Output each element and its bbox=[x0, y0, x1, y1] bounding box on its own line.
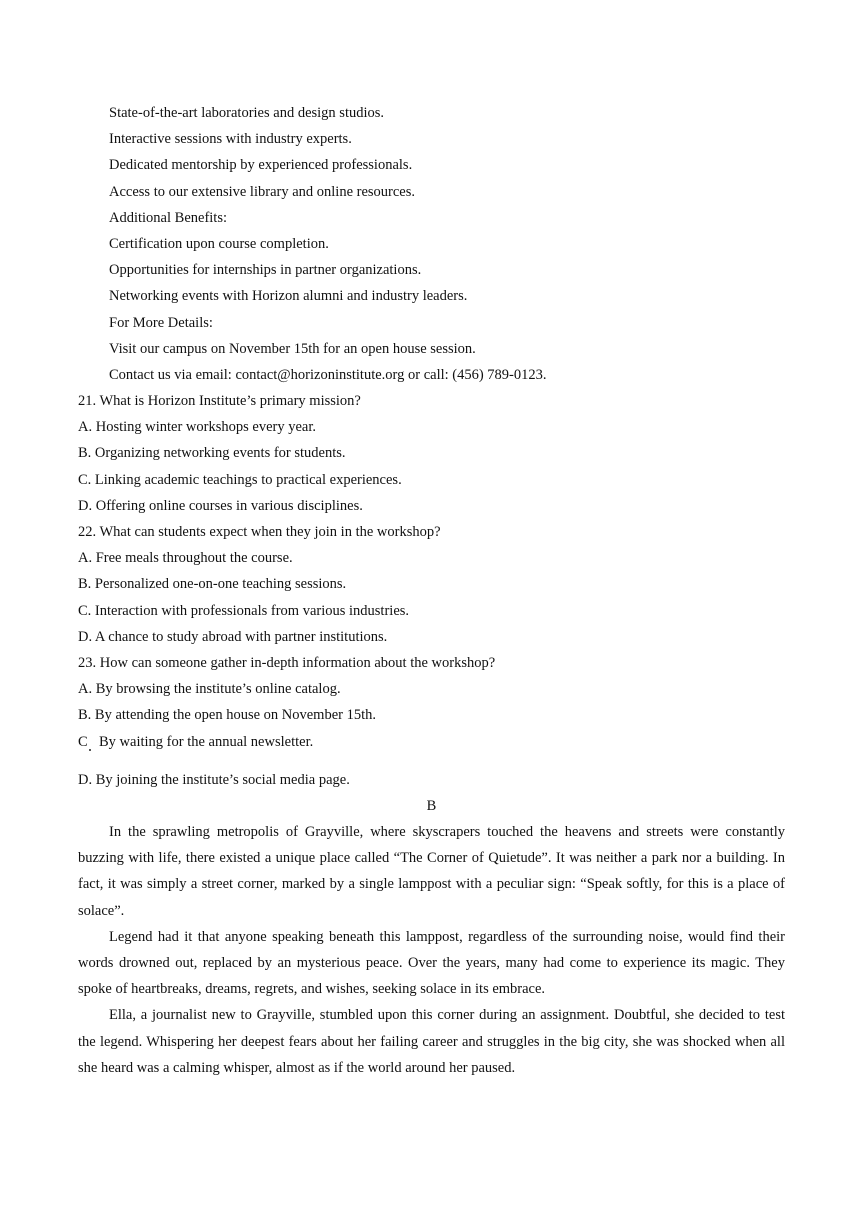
question-21: 21. What is Horizon Institute’s primary mission? bbox=[78, 393, 361, 410]
q23-option-a: A. By browsing the institute’s online catalog. bbox=[78, 681, 341, 698]
q23-option-c-letter: C bbox=[78, 733, 88, 750]
passage-paragraph: Ella, a journalist new to Grayville, stumbled upon this corner during an assignment. Doubtful, she decided to test the legend. Whispering her deepest fears about her failing career and struggles in the big city, she was shocked when all she heard was a calming whisper, almost as if the world around her paused. bbox=[78, 1007, 785, 1076]
facility-item: State-of-the-art laboratories and design studios. bbox=[109, 105, 385, 121]
benefit-item: Opportunities for internships in partner organizations. bbox=[109, 262, 422, 279]
q23-option-c bbox=[78, 729, 785, 755]
details-heading: For More Details: bbox=[109, 314, 213, 331]
q22-option-a: A. Free meals throughout the course. bbox=[78, 550, 293, 567]
facility-item: Dedicated mentorship by experienced professionals. bbox=[109, 157, 413, 174]
details-item: Contact us via email: contact@horizoninstitute.org or call: (456) 789-0123. bbox=[109, 366, 547, 383]
question-23: 23. How can someone gather in-depth information about the workshop? bbox=[78, 654, 496, 671]
q23-option-d: D. By joining the institute’s social media page. bbox=[78, 771, 350, 788]
q21-option-d: D. Offering online courses in various disciplines. bbox=[78, 497, 363, 514]
benefits-heading: Additional Benefits: bbox=[109, 209, 227, 226]
document-page bbox=[78, 100, 785, 1081]
question-22: 22. What can students expect when they join in the workshop? bbox=[78, 524, 441, 540]
q23-option-b: B. By attending the open house on November 15th. bbox=[78, 707, 377, 724]
passage-paragraph: Legend had it that anyone speaking beneath this lamppost, regardless of the surrounding noise, would find their words drowned out, replaced by an mysterious peace. Over the years, many had come to experience its magic. They spoke of heartbreaks, dreams, regrets, and wishes, seeking solace in its embrace. bbox=[78, 928, 785, 998]
stray-dot bbox=[89, 749, 91, 751]
q22-option-c: C. Interaction with professionals from various industries. bbox=[78, 602, 410, 619]
q23-option-c-text: By waiting for the annual newsletter. bbox=[99, 733, 314, 750]
facility-item: Interactive sessions with industry experts. bbox=[109, 131, 352, 148]
q21-option-c: C. Linking academic teachings to practical experiences. bbox=[78, 471, 402, 488]
facility-item: Access to our extensive library and online resources. bbox=[109, 183, 416, 200]
q22-option-d: D. A chance to study abroad with partner institutions. bbox=[78, 628, 388, 645]
benefit-item: Certification upon course completion. bbox=[109, 235, 329, 252]
q21-option-b: B. Organizing networking events for students. bbox=[78, 445, 346, 462]
passage-paragraph: In the sprawling metropolis of Grayville, where skyscrapers touched the heavens and streets were constantly buzzing with life, there existed a unique place called “The Corner of Quietude”. It was neither a park nor a building. In fact, it was simply a street corner, marked by a single lamppost with a peculiar sign: “Speak softly, for this is a place of solace”. bbox=[78, 824, 785, 919]
benefit-item: Networking events with Horizon alumni and industry leaders. bbox=[109, 288, 468, 305]
q21-option-a: A. Hosting winter workshops every year. bbox=[78, 419, 316, 436]
section-letter: B bbox=[426, 797, 437, 814]
q22-option-b: B. Personalized one-on-one teaching sessions. bbox=[78, 576, 347, 593]
details-item: Visit our campus on November 15th for an open house session. bbox=[109, 340, 476, 357]
